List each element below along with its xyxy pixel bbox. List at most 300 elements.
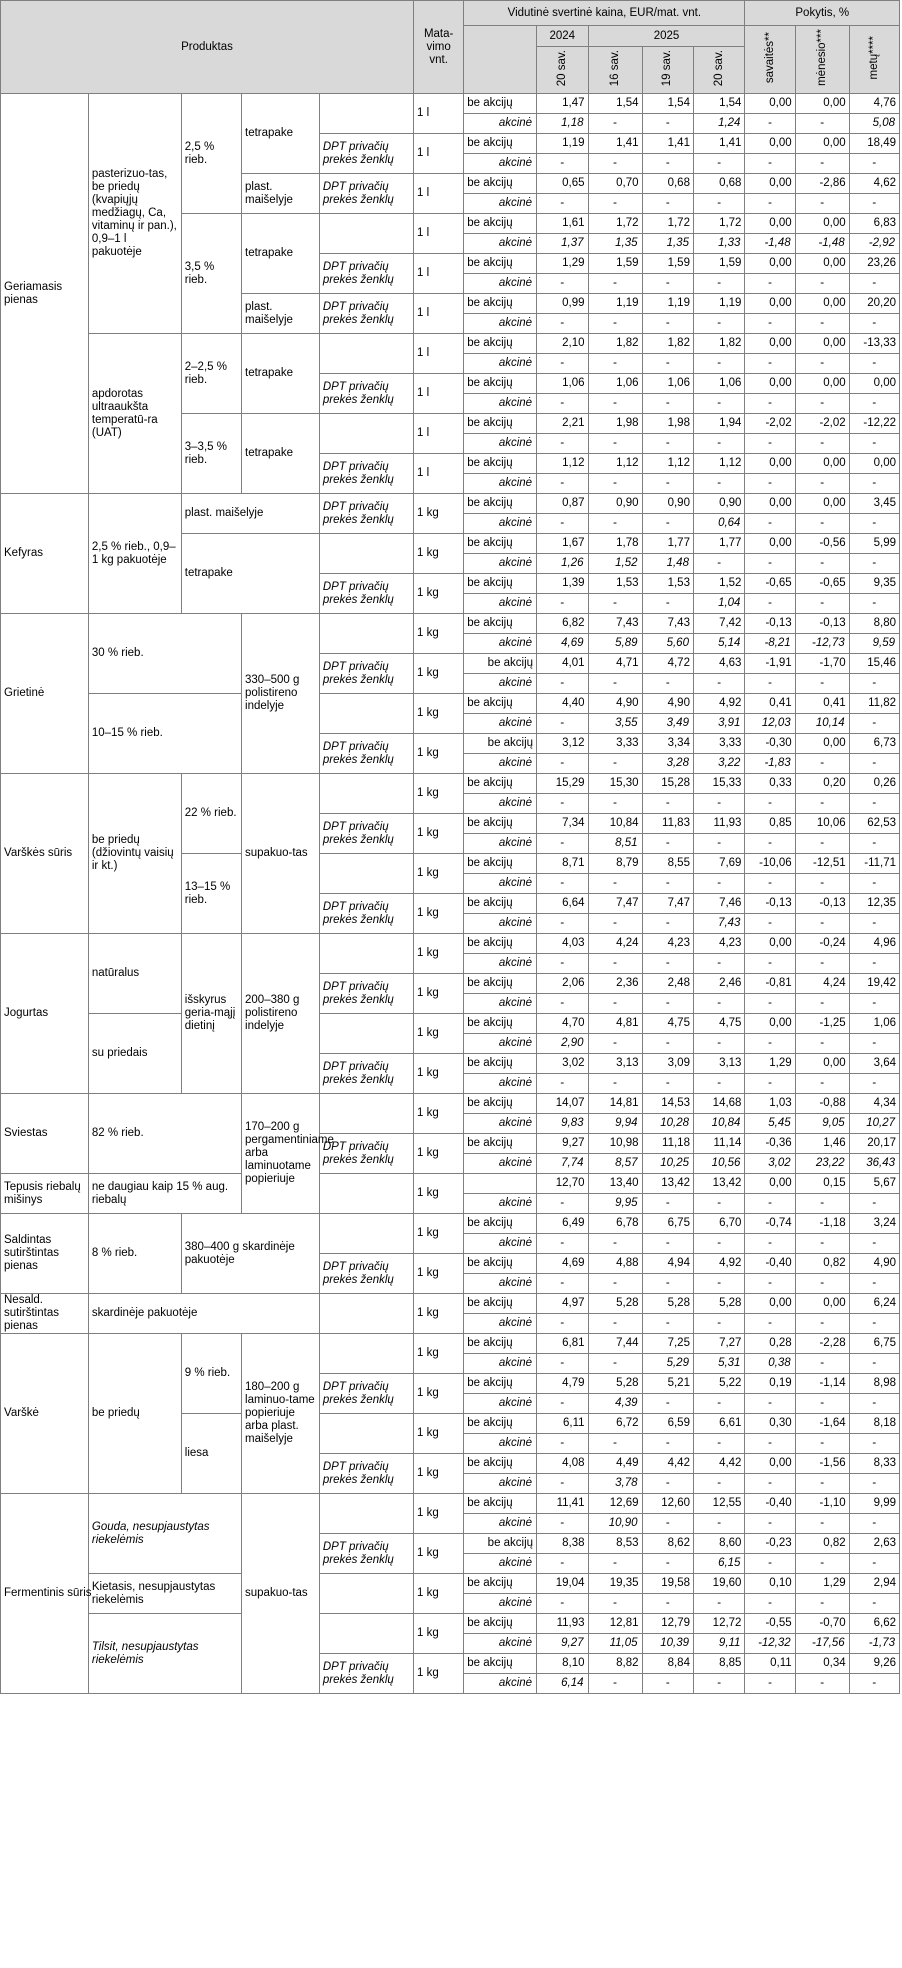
- table-cell: -: [642, 514, 693, 534]
- table-body: [1, 94, 900, 1694]
- table-cell: be akcijų: [464, 1094, 537, 1114]
- table-cell: -13,33: [849, 334, 899, 354]
- table-cell: -0,13: [745, 894, 795, 914]
- table-cell: 4,23: [693, 934, 744, 954]
- table-cell: -0,74: [745, 1214, 795, 1234]
- table-cell: 1 kg: [414, 1094, 464, 1134]
- table-cell: 12,35: [849, 894, 899, 914]
- table-cell: -2,92: [849, 234, 899, 254]
- table-cell: -: [537, 954, 588, 974]
- table-cell: 3,22: [693, 754, 744, 774]
- table-cell: -: [849, 434, 899, 454]
- table-cell: 0,00: [745, 1294, 795, 1314]
- table-cell: 1,19: [588, 294, 642, 314]
- table-cell: 0,85: [745, 814, 795, 834]
- table-cell: akcinė: [464, 514, 537, 534]
- table-cell: -: [537, 1274, 588, 1294]
- table-cell: 3,55: [588, 714, 642, 734]
- table-cell: 7,47: [642, 894, 693, 914]
- table-cell: -: [588, 1594, 642, 1614]
- table-cell: 14,81: [588, 1094, 642, 1114]
- table-cell: -0,24: [795, 934, 849, 954]
- table-cell: DPT privačių prekės ženklų: [319, 1374, 413, 1414]
- table-cell: 4,24: [795, 974, 849, 994]
- table-cell: -: [745, 1274, 795, 1294]
- table-cell: DPT privačių prekės ženklų: [319, 1454, 413, 1494]
- table-cell: 7,27: [693, 1334, 744, 1354]
- table-cell: 0,00: [745, 1454, 795, 1474]
- table-cell: -: [795, 1314, 849, 1334]
- table-cell: [319, 1174, 413, 1214]
- table-cell: -: [642, 1234, 693, 1254]
- table-cell: -: [642, 1674, 693, 1694]
- table-cell: 1 kg: [414, 1614, 464, 1654]
- table-cell: 1,47: [537, 94, 588, 114]
- table-cell: 1 kg: [414, 974, 464, 1014]
- table-cell: 1,03: [745, 1094, 795, 1114]
- table-cell: 5,29: [642, 1354, 693, 1374]
- table-cell: 7,43: [588, 614, 642, 634]
- table-cell: akcinė: [464, 234, 537, 254]
- table-cell: 8,82: [588, 1654, 642, 1674]
- table-cell: 1,35: [642, 234, 693, 254]
- table-cell: 0,00: [745, 534, 795, 554]
- table-cell: 8 % rieb.: [88, 1214, 181, 1294]
- table-cell: DPT privačių prekės ženklų: [319, 814, 413, 854]
- table-cell: -: [588, 1314, 642, 1334]
- table-cell: DPT privačių prekės ženklų: [319, 1254, 413, 1294]
- table-cell: 1 kg: [414, 1574, 464, 1614]
- table-cell: -: [642, 274, 693, 294]
- table-cell: 9,83: [537, 1114, 588, 1134]
- table-cell: 2,46: [693, 974, 744, 994]
- table-cell: -0,55: [745, 1614, 795, 1634]
- table-cell: akcinė: [464, 1194, 537, 1214]
- table-cell: 1 l: [414, 374, 464, 414]
- table-cell: 3,5 % rieb.: [181, 214, 241, 334]
- table-cell: 1,59: [588, 254, 642, 274]
- table-cell: -: [795, 1234, 849, 1254]
- table-cell: -: [745, 674, 795, 694]
- table-cell: 0,41: [795, 694, 849, 714]
- table-cell: akcinė: [464, 754, 537, 774]
- table-cell: be akcijų: [464, 1654, 537, 1674]
- table-cell: -0,30: [745, 734, 795, 754]
- table-cell: DPT privačių prekės ženklų: [319, 574, 413, 614]
- table-row: [1, 934, 900, 954]
- table-cell: -1,73: [849, 1634, 899, 1654]
- table-cell: 1 l: [414, 414, 464, 454]
- table-cell: 0,68: [642, 174, 693, 194]
- table-cell: -: [693, 674, 744, 694]
- table-cell: 19,58: [642, 1574, 693, 1594]
- table-cell: Tilsit, nesupjaustytas riekelėmis: [88, 1614, 241, 1694]
- table-cell: 5,14: [693, 634, 744, 654]
- header-menesio: [795, 26, 849, 94]
- table-cell: be akcijų: [464, 294, 537, 314]
- table-cell: 7,25: [642, 1334, 693, 1354]
- table-cell: -: [642, 194, 693, 214]
- table-cell: 0,00: [795, 734, 849, 754]
- table-cell: -: [693, 1034, 744, 1054]
- table-cell: 6,62: [849, 1614, 899, 1634]
- table-cell: 0,30: [745, 1414, 795, 1434]
- table-cell: -: [537, 154, 588, 174]
- table-cell: tetrapake: [242, 214, 320, 294]
- table-cell: 1,77: [642, 534, 693, 554]
- table-cell: -: [795, 794, 849, 814]
- table-cell: -: [795, 754, 849, 774]
- table-cell: 3,13: [588, 1054, 642, 1074]
- table-cell: -: [795, 114, 849, 134]
- table-cell: akcinė: [464, 154, 537, 174]
- table-cell: 9,99: [849, 1494, 899, 1514]
- table-cell: -: [745, 1394, 795, 1414]
- table-cell: -: [537, 1314, 588, 1334]
- header-week-2025-19: [642, 47, 693, 94]
- table-cell: 4,70: [537, 1014, 588, 1034]
- table-cell: akcinė: [464, 1594, 537, 1614]
- table-cell: 14,68: [693, 1094, 744, 1114]
- table-cell: -: [537, 674, 588, 694]
- table-cell: -: [642, 1474, 693, 1494]
- table-cell: akcinė: [464, 434, 537, 454]
- table-cell: -: [795, 194, 849, 214]
- table-cell: be akcijų: [464, 774, 537, 794]
- table-cell: 3,49: [642, 714, 693, 734]
- table-cell: -: [693, 1674, 744, 1694]
- table-cell: 1,46: [795, 1134, 849, 1154]
- table-row: [1, 1214, 900, 1234]
- table-cell: 1,19: [642, 294, 693, 314]
- table-cell: -: [795, 314, 849, 334]
- table-cell: -1,48: [795, 234, 849, 254]
- table-cell: 0,87: [537, 494, 588, 514]
- table-cell: 1,39: [537, 574, 588, 594]
- table-cell: 23,22: [795, 1154, 849, 1174]
- table-cell: 0,11: [745, 1654, 795, 1674]
- table-cell: natūralus: [88, 934, 181, 1014]
- table-cell: -: [588, 274, 642, 294]
- table-cell: -: [537, 474, 588, 494]
- table-cell: 1,53: [642, 574, 693, 594]
- table-cell: 4,81: [588, 1014, 642, 1034]
- table-cell: be akcijų: [464, 214, 537, 234]
- table-cell: DPT privačių prekės ženklų: [319, 494, 413, 534]
- table-cell: 1 l: [414, 254, 464, 294]
- table-cell: 6,83: [849, 214, 899, 234]
- table-cell: Jogurtas: [1, 934, 89, 1094]
- table-cell: 3,28: [642, 754, 693, 774]
- table-cell: -: [642, 834, 693, 854]
- table-cell: 0,82: [795, 1534, 849, 1554]
- table-cell: -: [795, 354, 849, 374]
- table-cell: 6,24: [849, 1294, 899, 1314]
- table-cell: 1,41: [642, 134, 693, 154]
- table-cell: 9,35: [849, 574, 899, 594]
- table-cell: DPT privačių prekės ženklų: [319, 454, 413, 494]
- table-cell: akcinė: [464, 794, 537, 814]
- table-cell: Gouda, nesupjaustytas riekelėmis: [88, 1494, 241, 1574]
- table-cell: -: [849, 1354, 899, 1374]
- table-cell: DPT privačių prekės ženklų: [319, 1054, 413, 1094]
- table-cell: 0,26: [849, 774, 899, 794]
- table-cell: [319, 414, 413, 454]
- table-cell: -: [537, 1554, 588, 1574]
- table-cell: be akcijų: [464, 1214, 537, 1234]
- table-cell: DPT privačių prekės ženklų: [319, 894, 413, 934]
- table-cell: -: [642, 114, 693, 134]
- table-cell: 4,94: [642, 1254, 693, 1274]
- table-cell: 4,39: [588, 1394, 642, 1414]
- table-cell: 7,43: [693, 914, 744, 934]
- table-cell: -: [795, 1514, 849, 1534]
- table-cell: [319, 334, 413, 374]
- table-cell: 1,98: [642, 414, 693, 434]
- table-cell: be akcijų: [464, 1414, 537, 1434]
- table-cell: -: [849, 474, 899, 494]
- table-cell: be akcijų: [464, 814, 537, 834]
- table-cell: -: [642, 874, 693, 894]
- table-cell: 1,06: [693, 374, 744, 394]
- header-produktas: Produktas: [1, 1, 414, 94]
- table-cell: 200–380 g polistireno indelyje: [242, 934, 320, 1094]
- table-cell: -: [849, 914, 899, 934]
- table-cell: -0,13: [745, 614, 795, 634]
- table-cell: -: [588, 754, 642, 774]
- table-cell: -12,32: [745, 1634, 795, 1654]
- table-cell: -: [588, 914, 642, 934]
- header-week-2024-20: [537, 47, 588, 94]
- table-cell: akcinė: [464, 114, 537, 134]
- table-cell: -2,02: [745, 414, 795, 434]
- table-cell: -: [642, 1034, 693, 1054]
- table-cell: -: [849, 1194, 899, 1214]
- table-cell: Grietinė: [1, 614, 89, 774]
- table-cell: 1 kg: [414, 774, 464, 814]
- table-cell: 1,52: [693, 574, 744, 594]
- table-cell: 1,29: [795, 1574, 849, 1594]
- header-pokytis: Pokytis, %: [745, 1, 900, 26]
- table-cell: -: [745, 114, 795, 134]
- table-cell: -: [537, 1594, 588, 1614]
- table-cell: be akcijų: [464, 94, 537, 114]
- table-cell: be akcijų: [464, 1374, 537, 1394]
- table-cell: 15,33: [693, 774, 744, 794]
- table-cell: DPT privačių prekės ženklų: [319, 1534, 413, 1574]
- table-cell: 1 l: [414, 294, 464, 334]
- table-cell: 1,54: [588, 94, 642, 114]
- table-cell: 1,53: [588, 574, 642, 594]
- table-cell: 3,34: [642, 734, 693, 754]
- table-cell: -: [795, 1274, 849, 1294]
- table-cell: 1,04: [693, 594, 744, 614]
- table-cell: 9,27: [537, 1134, 588, 1154]
- table-cell: 7,46: [693, 894, 744, 914]
- table-cell: -: [745, 1514, 795, 1534]
- table-cell: 4,49: [588, 1454, 642, 1474]
- table-cell: 5,28: [588, 1294, 642, 1314]
- table-cell: akcinė: [464, 354, 537, 374]
- table-cell: akcinė: [464, 914, 537, 934]
- table-cell: -: [588, 594, 642, 614]
- table-cell: 0,00: [795, 294, 849, 314]
- table-cell: -: [642, 314, 693, 334]
- table-cell: 1,12: [588, 454, 642, 474]
- table-cell: -: [537, 874, 588, 894]
- table-cell: 12,81: [588, 1614, 642, 1634]
- table-cell: be akcijų: [464, 574, 537, 594]
- header-week-label: 20 sav.: [555, 49, 568, 87]
- table-cell: 11,93: [537, 1614, 588, 1634]
- table-cell: 3,91: [693, 714, 744, 734]
- table-cell: 12,69: [588, 1494, 642, 1514]
- table-cell: 2,48: [642, 974, 693, 994]
- table-cell: -: [795, 1074, 849, 1094]
- table-cell: akcinė: [464, 194, 537, 214]
- table-cell: [319, 1094, 413, 1134]
- table-cell: 0,41: [745, 694, 795, 714]
- table-cell: -: [642, 994, 693, 1014]
- table-cell: 5,45: [745, 1114, 795, 1134]
- table-cell: -: [745, 954, 795, 974]
- table-cell: 8,51: [588, 834, 642, 854]
- table-cell: -0,88: [795, 1094, 849, 1114]
- table-cell: 1 kg: [414, 1414, 464, 1454]
- table-cell: 9,26: [849, 1654, 899, 1674]
- table-cell: -1,48: [745, 234, 795, 254]
- table-cell: 1 kg: [414, 1294, 464, 1334]
- table-cell: akcinė: [464, 1114, 537, 1134]
- table-cell: -: [588, 1434, 642, 1454]
- table-cell: -: [693, 354, 744, 374]
- table-cell: 1 kg: [414, 574, 464, 614]
- table-cell: 0,68: [693, 174, 744, 194]
- table-cell: 1 l: [414, 134, 464, 174]
- table-cell: -: [795, 514, 849, 534]
- table-cell: 0,00: [745, 214, 795, 234]
- table-cell: 10,28: [642, 1114, 693, 1134]
- table-cell: -: [849, 1314, 899, 1334]
- table-cell: 7,47: [588, 894, 642, 914]
- table-cell: 4,71: [588, 654, 642, 674]
- table-cell: -: [745, 314, 795, 334]
- table-cell: 0,00: [795, 214, 849, 234]
- table-cell: -: [745, 394, 795, 414]
- table-cell: [319, 1574, 413, 1614]
- table-cell: 1,61: [537, 214, 588, 234]
- table-cell: -: [693, 994, 744, 1014]
- table-cell: 6,70: [693, 1214, 744, 1234]
- table-cell: -: [588, 474, 642, 494]
- table-cell: -: [537, 194, 588, 214]
- table-cell: 2,10: [537, 334, 588, 354]
- table-cell: 330–500 g polistireno indelyje: [242, 614, 320, 774]
- table-cell: 11,93: [693, 814, 744, 834]
- table-cell: -1,10: [795, 1494, 849, 1514]
- table-cell: 1,26: [537, 554, 588, 574]
- table-cell: -: [795, 594, 849, 614]
- table-cell: 7,74: [537, 1154, 588, 1174]
- table-cell: 6,78: [588, 1214, 642, 1234]
- table-cell: akcinė: [464, 1154, 537, 1174]
- table-cell: 0,38: [745, 1354, 795, 1374]
- table-cell: be akcijų: [464, 334, 537, 354]
- table-cell: DPT privačių prekės ženklų: [319, 374, 413, 414]
- table-cell: -: [537, 914, 588, 934]
- table-cell: -: [795, 1034, 849, 1054]
- table-cell: -: [795, 954, 849, 974]
- table-row: [1, 1094, 900, 1114]
- table-cell: -: [849, 1274, 899, 1294]
- table-cell: akcinė: [464, 1554, 537, 1574]
- table-cell: 4,42: [642, 1454, 693, 1474]
- table-cell: 0,90: [588, 494, 642, 514]
- table-cell: -: [795, 274, 849, 294]
- table-row: [1, 94, 900, 114]
- table-cell: -: [849, 1514, 899, 1534]
- table-cell: 3,02: [745, 1154, 795, 1174]
- table-cell: 1,35: [588, 234, 642, 254]
- table-cell: 10,98: [588, 1134, 642, 1154]
- table-cell: -: [795, 1194, 849, 1214]
- table-cell: -0,65: [795, 574, 849, 594]
- table-cell: [319, 1614, 413, 1654]
- table-cell: 1 kg: [414, 1054, 464, 1094]
- table-cell: 1,52: [588, 554, 642, 574]
- table-cell: 8,57: [588, 1154, 642, 1174]
- table-cell: tetrapake: [242, 334, 320, 414]
- table-cell: -: [849, 1554, 899, 1574]
- table-cell: 1 kg: [414, 1654, 464, 1694]
- table-cell: 9,59: [849, 634, 899, 654]
- table-cell: be akcijų: [464, 1334, 537, 1354]
- table-cell: 4,92: [693, 1254, 744, 1274]
- table-cell: 15,30: [588, 774, 642, 794]
- table-cell: 19,42: [849, 974, 899, 994]
- table-cell: 10,39: [642, 1634, 693, 1654]
- table-cell: DPT privačių prekės ženklų: [319, 174, 413, 214]
- table-cell: -: [795, 1474, 849, 1494]
- table-cell: -0,36: [745, 1134, 795, 1154]
- table-cell: -: [588, 354, 642, 374]
- table-cell: -: [537, 834, 588, 854]
- table-cell: -: [693, 194, 744, 214]
- table-cell: Varškės sūris: [1, 774, 89, 934]
- table-cell: akcinė: [464, 954, 537, 974]
- table-cell: akcinė: [464, 474, 537, 494]
- table-cell: -: [745, 154, 795, 174]
- table-cell: Varškė: [1, 1334, 89, 1494]
- table-cell: 1 kg: [414, 654, 464, 694]
- table-cell: -: [537, 1354, 588, 1374]
- table-cell: 2,21: [537, 414, 588, 434]
- table-cell: akcinė: [464, 634, 537, 654]
- table-cell: -: [745, 1674, 795, 1694]
- table-cell: 1,72: [588, 214, 642, 234]
- table-cell: -: [642, 954, 693, 974]
- table-cell: 1 kg: [414, 934, 464, 974]
- table-cell: Kietasis, nesupjaustytas riekelėmis: [88, 1574, 241, 1614]
- table-cell: 0,00: [745, 1014, 795, 1034]
- table-cell: 0,00: [795, 1294, 849, 1314]
- table-cell: 0,00: [745, 254, 795, 274]
- table-row: [1, 334, 900, 354]
- table-cell: 180–200 g laminuo-tame popieriuje arba plast. maišelyje: [242, 1334, 320, 1494]
- table-cell: 12,55: [693, 1494, 744, 1514]
- table-cell: -: [795, 834, 849, 854]
- table-cell: 4,79: [537, 1374, 588, 1394]
